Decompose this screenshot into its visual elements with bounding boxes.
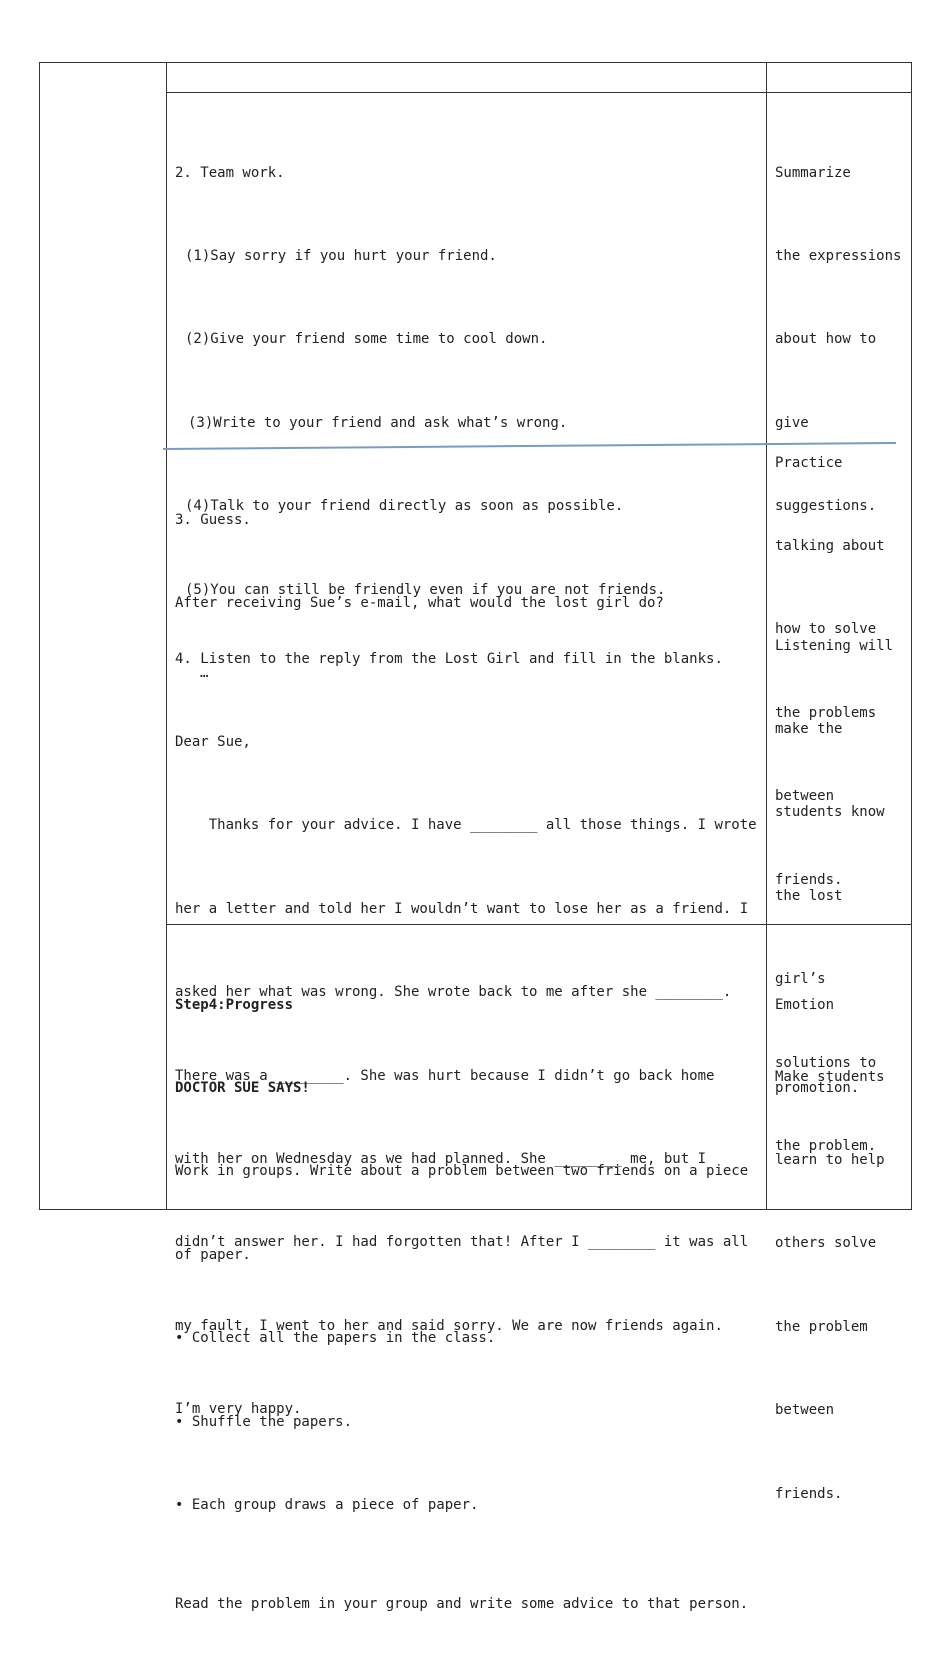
letter-line-6: didn’t answer her. I had forgotten that! After I ________ it was all bbox=[175, 1234, 749, 1251]
purpose-practice-line: the problems bbox=[775, 704, 877, 721]
purpose-practice-line: talking about bbox=[775, 537, 885, 554]
guess-question: After receiving Sue’s e-mail, what would the lost girl do? bbox=[175, 594, 664, 611]
guess-heading: 3. Guess. bbox=[175, 511, 251, 528]
purpose-listening-line: students know bbox=[775, 804, 885, 821]
purpose-make-line: others solve bbox=[775, 1235, 877, 1252]
purpose-emotion-line: promotion. bbox=[775, 1079, 860, 1096]
team-work-heading: 2. Team work. bbox=[175, 164, 285, 181]
letter-line-7: my fault, I went to her and said sorry. We are now friends again. bbox=[175, 1317, 723, 1334]
purpose-make-line: Make students bbox=[775, 1068, 885, 1085]
purpose-listening-line: Listening will bbox=[775, 637, 894, 654]
listen-heading: 4. Listen to the reply from the Lost Girl and fill in the blanks. bbox=[175, 650, 723, 667]
purpose-listening-line: make the bbox=[775, 720, 843, 737]
purpose-listening-line: solutions to bbox=[775, 1054, 877, 1071]
bullet-3: • Each group draws a piece of paper. bbox=[175, 1496, 479, 1513]
bullet-1: • Collect all the papers in the class. bbox=[175, 1330, 496, 1347]
letter-line-8: I’m very happy. bbox=[175, 1401, 302, 1418]
purpose-make bbox=[775, 1008, 885, 1564]
purpose-make-line: between bbox=[775, 1402, 835, 1419]
letter-line-4: There was a ________. She was hurt because I didn’t go back home bbox=[175, 1067, 715, 1084]
letter-line-5: with her on Wednesday as we had planned. She ________ me, but I bbox=[175, 1150, 707, 1167]
team-work-ellipsis: … bbox=[200, 664, 209, 681]
purpose-practice-line: friends. bbox=[775, 871, 843, 888]
letter-line-3: asked her what was wrong. She wrote back to me after she ________. bbox=[175, 984, 732, 1001]
purpose-practice-line: Practice bbox=[775, 454, 843, 471]
step-title: Step4:Progress bbox=[175, 996, 294, 1013]
purpose-summarize-line: about how to bbox=[775, 331, 877, 348]
letter-greeting: Dear Sue, bbox=[175, 733, 251, 750]
team-work-item-5: (5)You can still be friendly even if you are not friends. bbox=[185, 581, 666, 598]
letter-line-2: her a letter and told her I wouldn’t want to lose her as a friend. I bbox=[175, 900, 749, 917]
purpose-listening-line: the lost bbox=[775, 887, 843, 904]
purpose-summarize-line: Summarize bbox=[775, 164, 851, 181]
letter-line-1: Thanks for your advice. I have ________ all those things. I wrote bbox=[175, 817, 757, 834]
team-work-item-3: (3)Write to your friend and ask what’s wrong. bbox=[188, 414, 568, 431]
purpose-listening-line: girl’s bbox=[775, 971, 826, 988]
purpose-summarize-line: suggestions. bbox=[775, 498, 877, 515]
purpose-make-line: friends. bbox=[775, 1485, 843, 1502]
purpose-emotion-line: Emotion bbox=[775, 996, 835, 1013]
purpose-listening-line: the problem. bbox=[775, 1137, 877, 1154]
team-work-item-2: (2)Give your friend some time to cool down. bbox=[185, 331, 548, 348]
purpose-make-line: the problem bbox=[775, 1318, 868, 1335]
purpose-make-line: learn to help bbox=[775, 1151, 885, 1168]
activity-title: DOCTOR SUE SAYS! bbox=[175, 1079, 310, 1096]
purpose-summarize-line: the expressions bbox=[775, 247, 902, 264]
bullet-2: • Shuffle the papers. bbox=[175, 1413, 353, 1430]
purpose-summarize-line: give bbox=[775, 414, 809, 431]
purpose-practice-line: how to solve bbox=[775, 621, 877, 638]
team-work-item-1: (1)Say sorry if you hurt your friend. bbox=[185, 247, 497, 264]
team-work-item-4: (4)Talk to your friend directly as soon as possible. bbox=[185, 498, 624, 515]
intro-line-1: Work in groups. Write about a problem between two friends on a piece bbox=[175, 1163, 749, 1180]
closing-instruction: Read the problem in your group and write some advice to that person. bbox=[175, 1596, 749, 1613]
intro-line-2: of paper. bbox=[175, 1246, 251, 1263]
progress-section bbox=[175, 936, 748, 1675]
purpose-practice-line: between bbox=[775, 788, 835, 805]
